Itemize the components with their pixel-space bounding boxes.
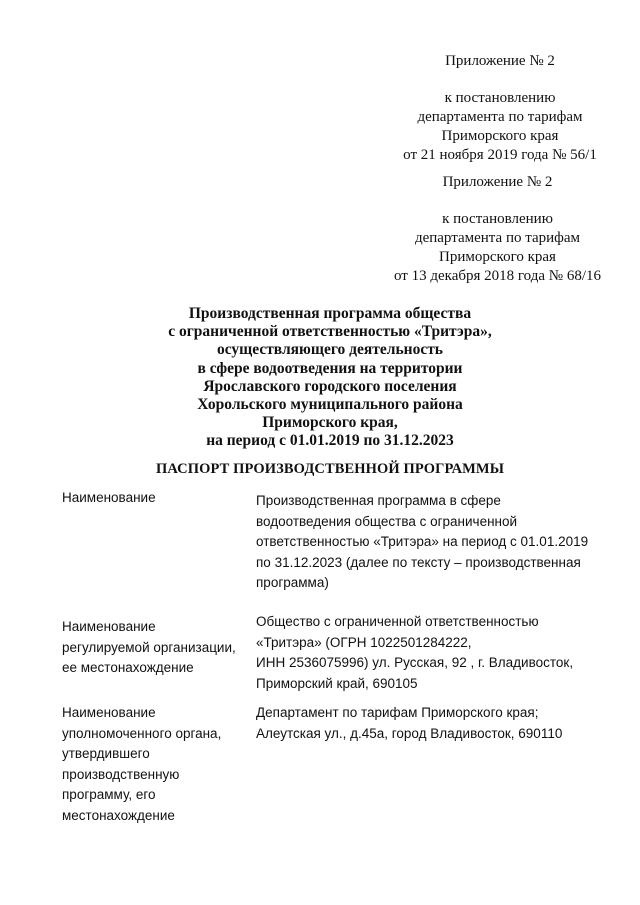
passport-row-label: Наименование регулируемой организации, ее местонахождение — [62, 619, 236, 676]
passport-row-value: Общество с ограниченной ответственностью «Тритэра» (ОГРН 1022501284222, ИНН 2536075996) ул. Русская, 92 , г. Владивосток, Приморский край, 690105 — [256, 614, 574, 691]
appendix-current-line: к постановлению — [444, 90, 556, 106]
passport-heading: ПАСПОРТ ПРОИЗВОДСТВЕННОЙ ПРОГРАММЫ — [155, 461, 505, 477]
appendix-previous-line: от 13 декабря 2018 года № 68/16 — [393, 268, 601, 284]
program-title-line: на период с 01.01.2019 по 31.12.2023 — [206, 432, 454, 450]
appendix-previous-line: к постановлению — [442, 211, 553, 227]
appendix-previous — [375, 173, 620, 286]
program-title-line: Хорольского муниципального района — [197, 396, 463, 414]
appendix-current-title: Приложение № 2 — [445, 53, 555, 69]
appendix-previous-title: Приложение № 2 — [442, 174, 553, 190]
appendix-current-line: Приморского края — [441, 128, 559, 144]
program-title — [120, 305, 540, 451]
passport-row-label: Наименование уполномоченного органа, утвердившего производственную программу, его местонахождение — [62, 705, 222, 823]
program-title-line: в сфере водоотведения на территории — [197, 359, 463, 377]
appendix-previous-line: Приморского края — [439, 249, 556, 265]
program-title-line: Производственная программа общества — [188, 305, 472, 322]
passport-row-value: Производственная программа в сфере водоотведения общества с ограниченной ответственностью «Тритэра» на период с 01.01.2019 по 31.12.2023 (далее по тексту – производственная программа) — [256, 493, 589, 591]
passport-row-value: Департамент по тарифам Приморского края; Алеутская ул., д.45а, город Владивосток, 690110 — [256, 705, 563, 741]
appendix-current — [380, 52, 620, 165]
appendix-current-line: от 21 ноября 2019 года № 56/1 — [403, 147, 597, 163]
appendix-current-line: департамента по тарифам — [417, 109, 583, 125]
program-title-line: Приморского края, — [262, 414, 398, 432]
passport-row-label: Наименование — [62, 490, 156, 505]
program-title-line: с ограниченной ответственностью «Тритэра», — [168, 323, 492, 341]
program-title-line: осуществляющего деятельность — [216, 341, 444, 359]
appendix-previous-line: департамента по тарифам — [414, 230, 581, 246]
program-title-line: Ярославского городского поселения — [203, 377, 457, 395]
